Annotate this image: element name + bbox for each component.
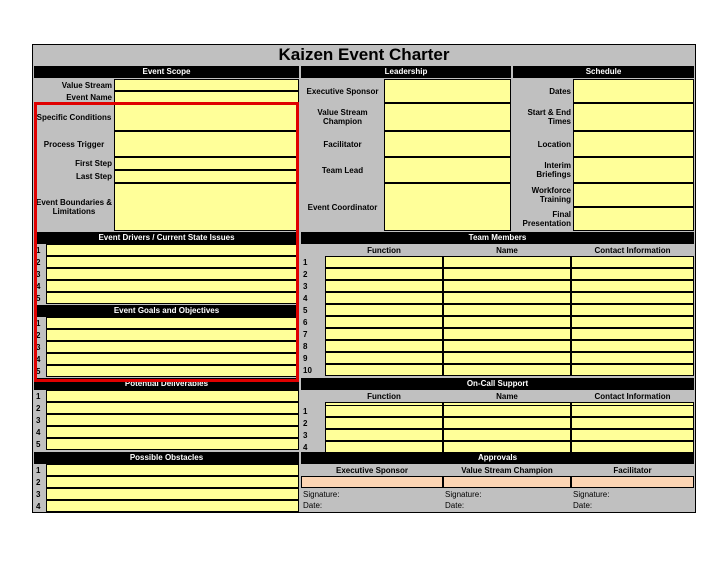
oncall-name-field[interactable] (443, 417, 571, 429)
deliverables-row-number: 2 (36, 403, 41, 413)
team-row-number: 4 (303, 293, 308, 303)
process-trigger-label: Process Trigger (43, 139, 105, 149)
team-row-number: 2 (303, 269, 308, 279)
executive-sponsor-field[interactable] (384, 79, 511, 103)
team-name-field[interactable] (443, 316, 571, 328)
value-stream-label: Value Stream (61, 80, 112, 90)
team-function-col: Function (367, 245, 401, 255)
deliverables-row-number: 5 (36, 439, 41, 449)
team-function-field[interactable] (325, 316, 443, 328)
team-contact-col: Contact Information (594, 245, 671, 255)
drivers-row-number: 2 (36, 257, 41, 267)
team-name-field[interactable] (443, 256, 571, 268)
oncall-function-field[interactable] (325, 441, 443, 453)
drivers-row-field[interactable] (46, 292, 299, 304)
location-field[interactable] (573, 131, 694, 157)
start-end-times-field[interactable] (573, 103, 694, 131)
event-coordinator-label: Event Coordinator (307, 202, 378, 212)
facilitator-label: Facilitator (323, 139, 362, 149)
team-name-field[interactable] (443, 292, 571, 304)
team-contact-field[interactable] (571, 328, 694, 340)
event-name-label: Event Name (66, 92, 112, 102)
vs-champion-label: Value Stream Champion (317, 108, 368, 126)
vsc-date-label[interactable]: Date: (445, 502, 465, 510)
workforce-training-field[interactable] (573, 183, 694, 207)
leadership-header: Leadership (301, 66, 511, 78)
team-name-field[interactable] (443, 328, 571, 340)
drivers-row-field[interactable] (46, 280, 299, 292)
event-name-field[interactable] (114, 91, 299, 103)
goals-row-field[interactable] (46, 329, 299, 341)
team-function-field[interactable] (325, 340, 443, 352)
obstacles-row-number: 2 (36, 477, 41, 487)
oncall-name-field[interactable] (443, 441, 571, 453)
first-step-field[interactable] (114, 157, 299, 170)
oncall-function-col: Function (367, 391, 401, 401)
obstacles-row-number: 4 (36, 501, 41, 511)
oncall-contact-field[interactable] (571, 417, 694, 429)
team-name-field[interactable] (443, 304, 571, 316)
goals-row-number: 3 (36, 342, 41, 352)
obstacles-header: Possible Obstacles (34, 452, 299, 464)
obstacles-row-field[interactable] (46, 500, 299, 512)
team-function-field[interactable] (325, 352, 443, 364)
team-row-number: 8 (303, 341, 308, 351)
start-end-times-label: Start & End Times (527, 108, 571, 126)
interim-briefings-label: Interim Briefings (536, 161, 571, 179)
team-contact-field[interactable] (571, 316, 694, 328)
goals-row-number: 4 (36, 354, 41, 364)
vs-champion-field[interactable] (384, 103, 511, 131)
event-coordinator-field[interactable] (384, 183, 511, 231)
specific-conditions-field[interactable] (114, 103, 299, 131)
last-step-label: Last Step (75, 172, 112, 181)
approval-facilitator-field[interactable] (571, 476, 694, 488)
page-title: Kaizen Event Charter (278, 45, 450, 64)
team-contact-field[interactable] (571, 340, 694, 352)
obstacles-row-field[interactable] (46, 464, 299, 476)
obstacles-row-number: 1 (36, 465, 41, 475)
oncall-name-col: Name (496, 391, 518, 401)
boundaries-label: Event Boundaries & Limitations (36, 198, 113, 216)
drivers-row-field[interactable] (46, 268, 299, 280)
final-presentation-label: Final Presentation (522, 210, 571, 228)
process-trigger-field[interactable] (114, 131, 299, 157)
obstacles-row-field[interactable] (46, 488, 299, 500)
value-stream-field[interactable] (114, 79, 299, 91)
team-row-number: 3 (303, 281, 308, 291)
final-presentation-field[interactable] (573, 207, 694, 231)
deliverables-row-field[interactable] (46, 438, 299, 450)
oncall-row-number: 1 (303, 406, 308, 416)
deliverables-row-number: 4 (36, 427, 41, 437)
deliverables-row-field[interactable] (46, 390, 299, 402)
approval-vsc-field[interactable] (443, 476, 571, 488)
deliverables-row-field[interactable] (46, 414, 299, 426)
goals-row-field[interactable] (46, 365, 299, 377)
team-contact-field[interactable] (571, 292, 694, 304)
approval-exec-field[interactable] (301, 476, 443, 488)
team-name-field[interactable] (443, 364, 571, 376)
oncall-name-field[interactable] (443, 405, 571, 417)
schedule-header: Schedule (513, 66, 694, 78)
drivers-row-number: 1 (36, 245, 41, 255)
deliverables-row-number: 1 (36, 391, 41, 401)
interim-briefings-field[interactable] (573, 157, 694, 183)
deliverables-row-field[interactable] (46, 426, 299, 438)
team-contact-field[interactable] (571, 364, 694, 376)
drivers-row-number: 5 (36, 293, 41, 303)
boundaries-field[interactable] (114, 183, 299, 231)
obstacles-row-number: 3 (36, 489, 41, 499)
deliverables-row-number: 3 (36, 415, 41, 425)
drivers-header: Event Drivers / Current State Issues (34, 232, 299, 244)
team-row-number: 1 (303, 257, 308, 267)
goals-row-number: 1 (36, 318, 41, 328)
drivers-row-field[interactable] (46, 256, 299, 268)
first-step-label: First Step (75, 159, 112, 168)
goals-row-number: 5 (36, 366, 41, 376)
deliverables-header: Potential Deliverables (34, 378, 299, 390)
goals-row-number: 2 (36, 330, 41, 340)
team-function-field[interactable] (325, 364, 443, 376)
drivers-row-field[interactable] (46, 244, 299, 256)
goals-row-field[interactable] (46, 317, 299, 329)
executive-sponsor-label: Executive Sponsor (306, 86, 379, 96)
team-function-field[interactable] (325, 256, 443, 268)
drivers-row-number: 4 (36, 281, 41, 291)
oncall-function-field[interactable] (325, 405, 443, 417)
oncall-function-field[interactable] (325, 417, 443, 429)
oncall-row-number: 2 (303, 418, 308, 428)
team-row-number: 7 (303, 329, 308, 339)
team-contact-field[interactable] (571, 256, 694, 268)
team-lead-label: Team Lead (321, 165, 364, 175)
team-name-field[interactable] (443, 268, 571, 280)
team-contact-field[interactable] (571, 268, 694, 280)
location-label: Location (537, 139, 571, 149)
oncall-contact-col: Contact Information (594, 391, 671, 401)
approval-vsc-col: Value Stream Champion (461, 465, 553, 475)
exec-signature-label[interactable]: Signature: (303, 491, 340, 499)
team-name-field[interactable] (443, 280, 571, 292)
obstacles-row-field[interactable] (46, 476, 299, 488)
dates-label: Dates (549, 86, 571, 96)
team-function-field[interactable] (325, 268, 443, 280)
facilitator-date-label[interactable]: Date: (573, 502, 593, 510)
team-name-field[interactable] (443, 340, 571, 352)
dates-field[interactable] (573, 79, 694, 103)
team-name-col: Name (496, 245, 518, 255)
deliverables-row-field[interactable] (46, 402, 299, 414)
last-step-field[interactable] (114, 170, 299, 183)
team-function-field[interactable] (325, 292, 443, 304)
on-call-header: On-Call Support (301, 378, 694, 390)
team-members-header: Team Members (301, 232, 694, 244)
team-row-number: 5 (303, 305, 308, 315)
team-name-field[interactable] (443, 352, 571, 364)
facilitator-field[interactable] (384, 131, 511, 157)
team-row-number: 10 (303, 365, 312, 375)
team-contact-field[interactable] (571, 352, 694, 364)
oncall-row-number: 4 (303, 442, 308, 452)
team-function-field[interactable] (325, 280, 443, 292)
goals-header: Event Goals and Objectives (34, 305, 299, 317)
oncall-function-field[interactable] (325, 429, 443, 441)
team-lead-field[interactable] (384, 157, 511, 183)
exec-date-label[interactable]: Date: (303, 502, 323, 510)
approval-facilitator-col: Facilitator (613, 465, 652, 475)
event-scope-header: Event Scope (34, 66, 299, 78)
approvals-header: Approvals (301, 452, 694, 464)
team-row-number: 9 (303, 353, 308, 363)
team-row-number: 6 (303, 317, 308, 327)
goals-row-field[interactable] (46, 353, 299, 365)
team-contact-field[interactable] (571, 280, 694, 292)
oncall-contact-field[interactable] (571, 429, 694, 441)
oncall-contact-field[interactable] (571, 441, 694, 453)
team-function-field[interactable] (325, 304, 443, 316)
specific-conditions-label: Specific Conditions (36, 112, 112, 122)
goals-row-field[interactable] (46, 341, 299, 353)
drivers-row-number: 3 (36, 269, 41, 279)
approval-exec-col: Executive Sponsor (335, 465, 409, 475)
team-contact-field[interactable] (571, 304, 694, 316)
vsc-signature-label[interactable]: Signature: (445, 491, 482, 499)
workforce-training-label: Workforce Training (531, 186, 571, 204)
team-function-field[interactable] (325, 328, 443, 340)
facilitator-signature-label[interactable]: Signature: (573, 491, 610, 499)
oncall-contact-field[interactable] (571, 405, 694, 417)
oncall-name-field[interactable] (443, 429, 571, 441)
oncall-row-number: 3 (303, 430, 308, 440)
